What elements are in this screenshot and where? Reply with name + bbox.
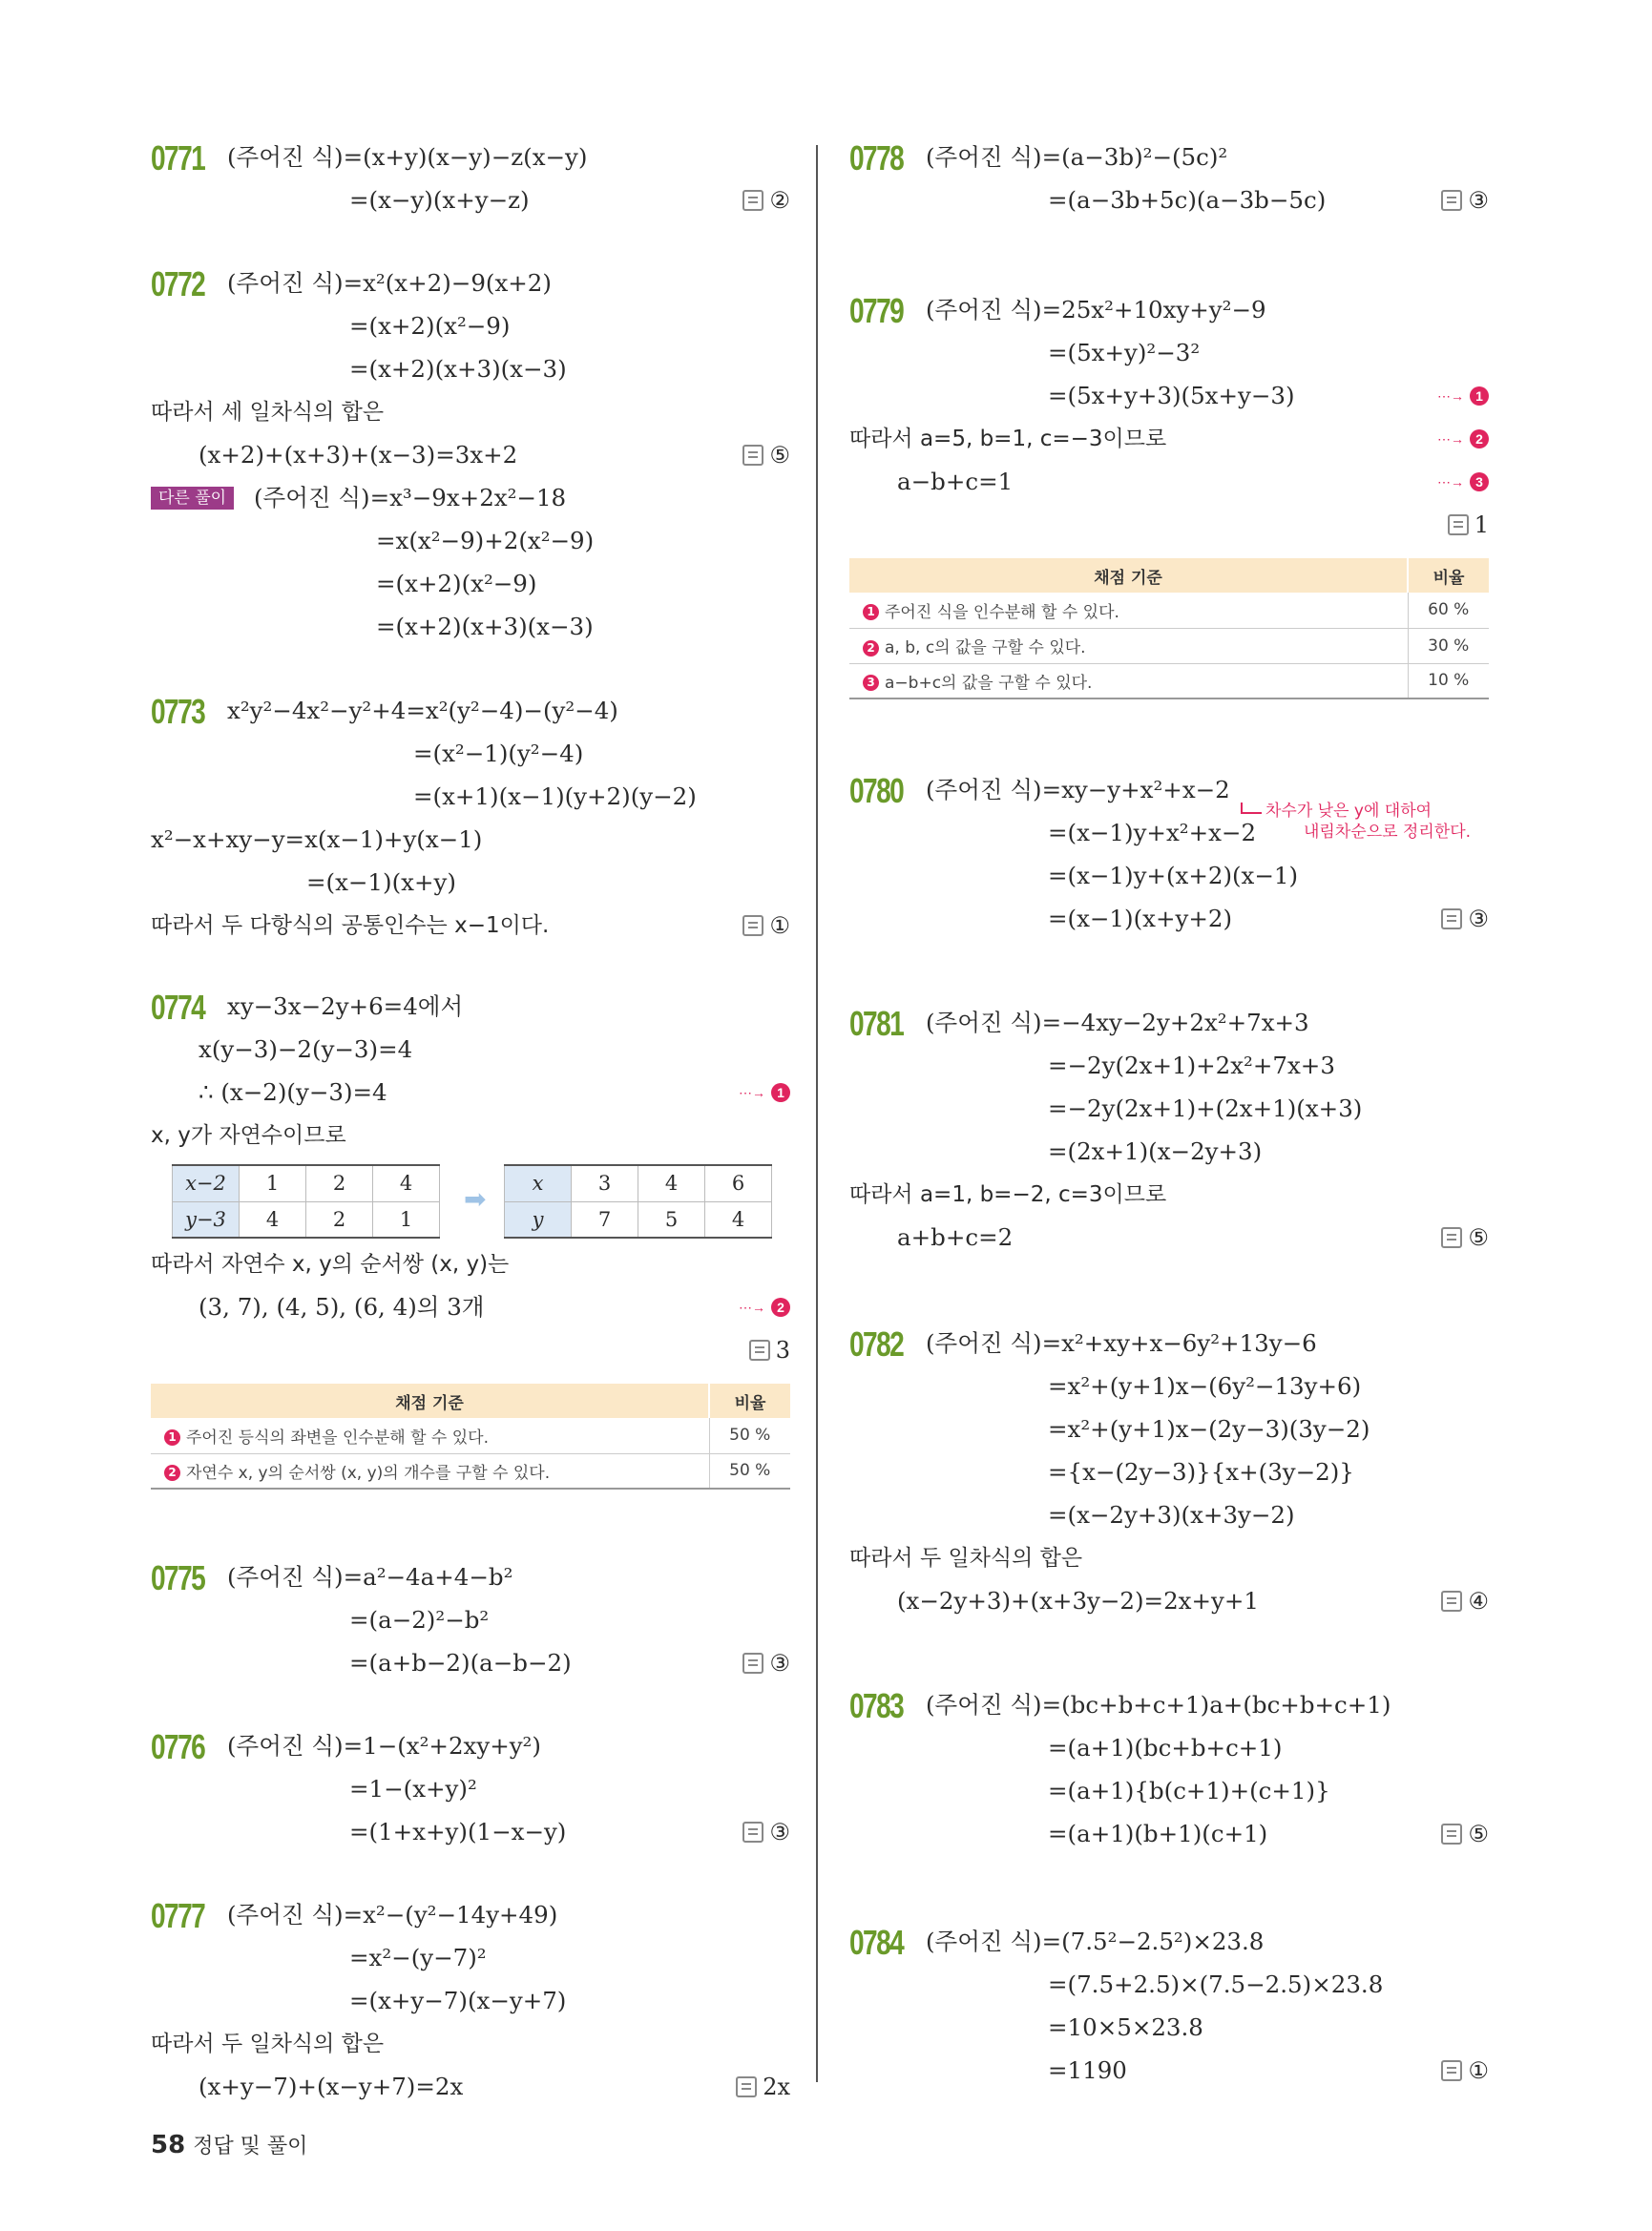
problem-number: 0776 (151, 1727, 205, 1766)
answer (742, 1649, 790, 1678)
solution-line: (주어진 식)=(x+y)(x−y)−z(x−y) (227, 143, 588, 171)
answer-icon (1441, 1824, 1462, 1845)
table-cell: 7 (572, 1201, 638, 1238)
answer (749, 1336, 790, 1365)
solution-line: =(x+2)(x²−9) (376, 570, 537, 597)
step-number: 1 (863, 604, 879, 620)
solution-line: =−2y(2x+1)+(2x+1)(x+3) (1048, 1095, 1363, 1122)
problem-number: 0778 (849, 138, 904, 177)
ratio-value: 60 % (1408, 593, 1489, 628)
table-cell: 2 (306, 1201, 373, 1238)
criterion-text: a−b+c의 값을 구할 수 있다. (885, 673, 1093, 693)
answer-icon (1441, 908, 1462, 929)
alt-solution-label: 다른 풀이 (151, 487, 234, 510)
ratio-value: 30 % (1408, 628, 1489, 663)
value-table-left (172, 1164, 440, 1239)
solution-text: 따라서 a=5, b=1, c=−3이므로 (849, 427, 1167, 451)
solution-line: =(a+b−2)(a−b−2) (349, 1649, 572, 1677)
answer (1441, 1223, 1489, 1252)
answer-value: 2x (763, 2074, 790, 2100)
solution-line: (주어진 식)=xy−y+x²+x−2 (926, 776, 1230, 803)
step-number: 3 (863, 675, 879, 691)
step-number: 1 (1470, 386, 1489, 406)
step-number: 2 (863, 640, 879, 657)
answer (736, 2073, 790, 2101)
answer-icon (1441, 2060, 1462, 2081)
solution-line: (주어진 식)=25x²+10xy+y²−9 (926, 296, 1266, 323)
step-marker: ⋯→ 1 (1437, 382, 1489, 410)
answer-value: ⑤ (1468, 1821, 1489, 1847)
solution-line: ={x−(2y−3)}{x+(3y−2)} (1048, 1458, 1354, 1486)
solution-line: =(2x+1)(x−2y+3) (1048, 1137, 1263, 1165)
solution-line: =x²−(y−7)² (349, 1944, 487, 1971)
solution-text: 따라서 두 일차식의 합은 (151, 2032, 385, 2056)
table-cell: 4 (705, 1201, 772, 1238)
table-cell: 6 (705, 1165, 772, 1201)
solution-line: =x²+(y+1)x−(6y²−13y+6) (1048, 1372, 1362, 1400)
solution-line: ∴ (x−2)(y−3)=4 (199, 1078, 387, 1106)
answer-value: ① (769, 912, 790, 939)
answer-value: 3 (775, 1337, 790, 1364)
solution-line: =(x²−1)(y²−4) (413, 740, 584, 767)
solution-line: =(x+2)(x+3)(x−3) (376, 613, 594, 640)
table-cell: 2 (306, 1165, 373, 1201)
answer-icon (1441, 1591, 1462, 1612)
table-cell: y (505, 1201, 572, 1238)
grading-header: 비율 (709, 1384, 790, 1418)
solution-line: (주어진 식)=x²(x+2)−9(x+2) (227, 269, 552, 297)
answer (742, 441, 790, 469)
table-cell: x−2 (173, 1165, 240, 1201)
answer (742, 1818, 790, 1846)
annotation-note: 차수가 낮은 y에 대하여 (1265, 802, 1432, 821)
table-cell: 5 (638, 1201, 705, 1238)
answer-icon (742, 1822, 763, 1843)
solution-line: =(x+2)(x²−9) (349, 312, 511, 340)
solution-text: 따라서 두 다항식의 공통인수는 x−1이다. (151, 913, 550, 938)
solution-line: =(5x+y+3)(5x+y−3) (1048, 382, 1295, 409)
solution-line: =(a−3b+5c)(a−3b−5c) (1048, 186, 1327, 214)
ratio-value: 50 % (709, 1453, 790, 1489)
answer (742, 911, 790, 940)
solution-line: (주어진 식)=x²+xy+x−6y²+13y−6 (926, 1329, 1317, 1357)
solution-line: =(1+x+y)(1−x−y) (349, 1818, 567, 1845)
grading-header: 비율 (1408, 558, 1489, 593)
solution-text: x, y가 자연수이므로 (151, 1123, 346, 1148)
solution-line: =x²+(y+1)x−(2y−3)(3y−2) (1048, 1415, 1370, 1443)
table-cell: 1 (240, 1165, 306, 1201)
answer (742, 186, 790, 215)
solution-line: xy−3x−2y+6=4에서 (227, 992, 464, 1020)
grading-header: 채점 기준 (151, 1384, 709, 1418)
answer (1441, 1587, 1489, 1616)
answer-icon (749, 1340, 770, 1361)
answer-value: ② (769, 187, 790, 214)
table-cell: 4 (240, 1201, 306, 1238)
solution-line: (주어진 식)=(7.5²−2.5²)×23.8 (926, 1928, 1265, 1955)
answer-icon (1441, 190, 1462, 211)
solution-line: a+b+c=2 (897, 1223, 1014, 1251)
solution-line: x(y−3)−2(y−3)=4 (199, 1035, 413, 1063)
solution-text: 따라서 두 일차식의 합은 (849, 1546, 1083, 1571)
ratio-value: 10 % (1408, 663, 1489, 698)
solution-text: 따라서 세 일차식의 합은 (151, 400, 385, 425)
solution-line: =(x−2y+3)(x+3y−2) (1048, 1501, 1295, 1529)
table-row (849, 663, 1489, 698)
answer-icon (736, 2076, 757, 2097)
grading-header: 채점 기준 (849, 558, 1408, 593)
problem-number: 0772 (151, 264, 205, 303)
step-marker: ⋯→ 2 (1437, 425, 1489, 453)
solution-line: (3, 7), (4, 5), (6, 4)의 3개 (199, 1293, 485, 1321)
column-divider (816, 145, 818, 2082)
solution-line: (주어진 식)=a²−4a+4−b² (227, 1563, 513, 1591)
step-marker: ⋯→ 1 (739, 1078, 790, 1107)
solution-line: (주어진 식)=x²−(y²−14y+49) (227, 1901, 558, 1929)
answer-icon (742, 445, 763, 466)
solution-line: a−b+c=1 (897, 468, 1014, 495)
answer-value: 1 (1474, 511, 1489, 538)
solution-line: (x+y−7)+(x−y+7)=2x (199, 2073, 464, 2100)
solution-line: (주어진 식)=(a−3b)²−(5c)² (926, 143, 1228, 171)
table-cell: 1 (373, 1201, 440, 1238)
problem-number: 0771 (151, 138, 205, 177)
criterion-text: a, b, c의 값을 구할 수 있다. (885, 638, 1086, 657)
answer-value: ⑤ (1468, 1224, 1489, 1251)
answer-value: ④ (1468, 1588, 1489, 1615)
table-row (151, 1418, 790, 1453)
solution-line: x²−x+xy−y=x(x−1)+y(x−1) (151, 825, 483, 853)
answer-value: ③ (769, 1819, 790, 1845)
answer-icon (742, 915, 763, 936)
solution-line: x²y²−4x²−y²+4=x²(y²−4)−(y²−4) (227, 697, 618, 724)
answer-value: ① (1468, 2057, 1489, 2084)
solution-line: =(a+1){b(c+1)+(c+1)} (1048, 1777, 1330, 1804)
table-cell: x (505, 1165, 572, 1201)
answer (1441, 905, 1489, 933)
solution-line: (주어진 식)=−4xy−2y+2x²+7x+3 (926, 1009, 1309, 1036)
problem-number: 0775 (151, 1558, 205, 1597)
answer (1441, 186, 1489, 215)
step-number: 2 (164, 1465, 180, 1481)
solution-line: =(x−y)(x+y−z) (349, 186, 530, 214)
solution-line: =(x−1)(x+y+2) (1048, 905, 1232, 932)
page-number: 58 (151, 2131, 186, 2159)
solution-line: (x+2)+(x+3)+(x−3)=3x+2 (199, 441, 518, 469)
answer-value: ③ (769, 1650, 790, 1677)
problem-number: 0777 (151, 1896, 205, 1935)
answer-icon (1448, 514, 1469, 535)
step-number: 1 (164, 1429, 180, 1446)
solution-line: (x−2y+3)+(x+3y−2)=2x+y+1 (897, 1587, 1259, 1615)
table-row (151, 1453, 790, 1489)
grading-table (151, 1384, 790, 1490)
answer-value: ③ (1468, 906, 1489, 932)
ratio-value: 50 % (709, 1418, 790, 1453)
table-cell: 4 (638, 1165, 705, 1201)
problem-number: 0783 (849, 1686, 904, 1725)
solution-line: (주어진 식)=1−(x²+2xy+y²) (227, 1732, 541, 1760)
solution-line: =(5x+y)²−3² (1048, 339, 1201, 366)
step-marker: ⋯→ 3 (1437, 468, 1489, 496)
answer-value: ⑤ (769, 442, 790, 469)
answer-value: ③ (1468, 187, 1489, 214)
answer-icon (742, 1653, 763, 1674)
solution-line: =(x+1)(x−1)(y+2)(y−2) (413, 782, 697, 810)
solution-line: =(x−1)y+x²+x−2 (1048, 819, 1257, 846)
problem-number: 0781 (849, 1004, 904, 1043)
annotation-bracket (1241, 803, 1262, 814)
problem-number: 0774 (151, 988, 205, 1027)
answer (1448, 511, 1489, 539)
step-number: 2 (1470, 429, 1489, 448)
step-marker: ⋯→ 2 (739, 1293, 790, 1322)
table-row (849, 593, 1489, 628)
answer-icon (1441, 1227, 1462, 1248)
solution-line: =(a+1)(b+1)(c+1) (1048, 1820, 1268, 1847)
solution-line: =1−(x+y)² (349, 1775, 477, 1803)
criterion-text: 주어진 식을 인수분해 할 수 있다. (885, 602, 1119, 622)
solution-line: =(7.5+2.5)×(7.5−2.5)×23.8 (1048, 1970, 1384, 1998)
answer (1441, 2056, 1489, 2085)
value-table-right (504, 1164, 772, 1239)
table-cell: 4 (373, 1165, 440, 1201)
solution-line: =(x−1)(x+y) (306, 868, 456, 896)
answer-icon (742, 190, 763, 211)
step-number: 2 (771, 1298, 790, 1317)
table-cell: 3 (572, 1165, 638, 1201)
arrow-right-icon: ➡ (464, 1183, 487, 1215)
grading-table (849, 558, 1489, 699)
solution-line: =1190 (1048, 2056, 1127, 2084)
solution-line: (주어진 식)=(bc+b+c+1)a+(bc+b+c+1) (926, 1691, 1391, 1719)
step-number: 1 (771, 1083, 790, 1102)
solution-line: =(x+2)(x+3)(x−3) (349, 355, 567, 383)
solution-line: =(a+1)(bc+b+c+1) (1048, 1734, 1283, 1762)
table-cell: y−3 (173, 1201, 240, 1238)
problem-number: 0780 (849, 771, 904, 810)
table-row (849, 628, 1489, 663)
solution-line: =(x+y−7)(x−y+7) (349, 1987, 567, 2014)
solution-line: =(a−2)²−b² (349, 1606, 490, 1634)
problem-number: 0779 (849, 291, 904, 330)
solution-text: 따라서 a=1, b=−2, c=3이므로 (849, 1182, 1167, 1207)
solution-text: 따라서 자연수 x, y의 순서쌍 (x, y)는 (151, 1252, 510, 1277)
problem-number: 0782 (849, 1324, 904, 1364)
problem-number: 0773 (151, 692, 205, 731)
criterion-text: 자연수 x, y의 순서쌍 (x, y)의 개수를 구할 수 있다. (186, 1463, 551, 1483)
page-footer (151, 2130, 307, 2159)
solution-line: =10×5×23.8 (1048, 2013, 1203, 2041)
footer-label: 정답 및 풀이 (193, 2135, 308, 2158)
answer (1441, 1820, 1489, 1848)
solution-line: (주어진 식)=x³−9x+2x²−18 (254, 484, 567, 511)
annotation-note: 내림차순으로 정리한다. (1304, 823, 1472, 842)
problem-number: 0784 (849, 1923, 904, 1962)
solution-line: =−2y(2x+1)+2x²+7x+3 (1048, 1052, 1335, 1079)
criterion-text: 주어진 등식의 좌변을 인수분해 할 수 있다. (186, 1428, 490, 1448)
solution-line: =(x−1)y+(x+2)(x−1) (1048, 862, 1299, 889)
step-number: 3 (1470, 472, 1489, 491)
solution-line: =x(x²−9)+2(x²−9) (376, 527, 595, 554)
